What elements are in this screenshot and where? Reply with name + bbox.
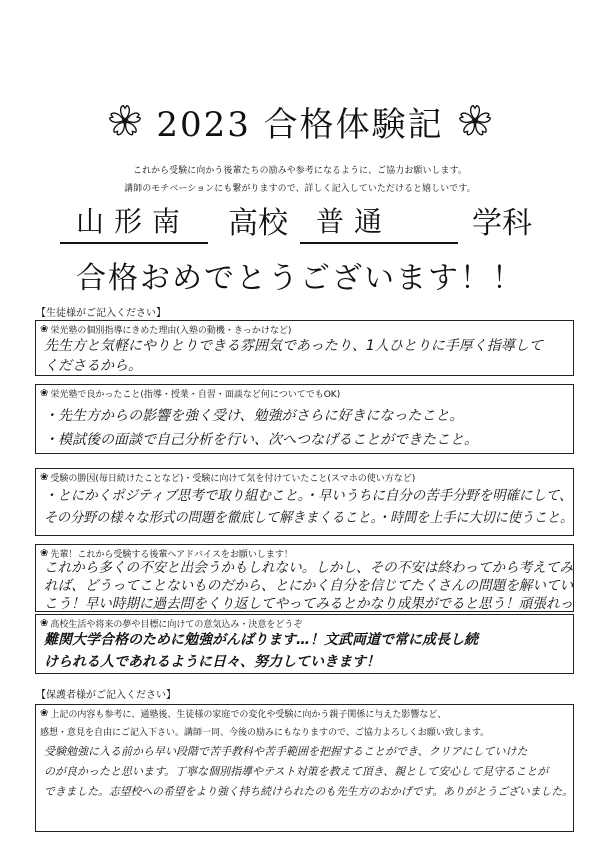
answer-line[interactable]: ・とにかくポジティブ思考で取り組むこと。・早いうちに自分の苦手分野を明確にして、 xyxy=(44,488,573,504)
answer-line[interactable]: これから多くの不安と出会うかもしれない。しかし、その不安は終わってから考えてみ xyxy=(44,560,573,576)
course-suffix: 学科 xyxy=(472,206,532,241)
school-name[interactable]: 山形南 xyxy=(76,205,191,238)
answer-line[interactable]: 先生方と気軽にやりとりできる雰囲気であったり、1人ひとりに手厚く指導して xyxy=(44,338,543,354)
question-label: ❀ 栄光塾の個別指導にきめた理由(入塾の動機・きっかけなど) xyxy=(40,324,292,336)
question-box-3 xyxy=(35,468,574,536)
parent-box xyxy=(35,704,574,832)
title-row xyxy=(0,96,600,146)
question-label: ❀ 高校生活や将来の夢や目標に向けての意気込み・決意をどうぞ xyxy=(40,618,303,630)
intro-text: 講師のモチベーションにも繋がりますので、詳しく記入していただけると嬉しいです。 xyxy=(124,184,476,194)
course-line xyxy=(300,242,458,244)
question-label: ❀ 先輩！これから受験する後輩へアドバイスをお願いします！ xyxy=(40,548,293,560)
sakura-icon: ❀ xyxy=(40,548,49,559)
school-name-line xyxy=(60,242,208,244)
answer-line[interactable]: くださるから。 xyxy=(44,358,142,374)
sakura-icon xyxy=(458,104,492,138)
school-suffix: 高校 xyxy=(228,206,288,241)
sakura-icon: ❀ xyxy=(40,388,49,399)
question-label: ❀ 受験の勝因(毎日続けたことなど)・受験に向けて気を付けていたこと(スマホの使い方など) xyxy=(40,472,416,484)
question-box-5 xyxy=(35,614,574,674)
answer-line[interactable]: ・先生方からの影響を強く受け、勉強がさらに好きになったこと。 xyxy=(44,408,464,424)
answer-line[interactable]: けられる人であれるように日々、努力していきます！ xyxy=(44,654,380,670)
question-label: ❀ 上記の内容も参考に、通塾後、生徒様の家庭での変化や受験に向かう親子関係に与えた影響など、 xyxy=(40,708,447,720)
answer-line[interactable]: その分野の様々な形式の問題を徹底して解きまくること。・時間を上手に大切に使うこと。 xyxy=(44,510,574,526)
course-name[interactable]: 普通 xyxy=(316,205,393,238)
answer-line[interactable]: のが良かったと思います。丁寧な個別指導やテスト対策を教えて頂き、親として安心して見守ることが xyxy=(44,765,549,778)
answer-line[interactable]: 難関大学合格のために勉強がんばります…！文武両道で常に成長し続 xyxy=(44,632,478,648)
answer-line[interactable]: こう！早い時期に過去問をくり返してやってみるとかなり成果がでると思う！頑張れっ xyxy=(44,596,574,612)
answer-line[interactable]: 受験勉強に入る前から早い段階で苦手教科や苦手範囲を把握することができ、クリアにしていけた xyxy=(44,745,528,758)
answer-line[interactable]: できました。志望校への希望をより強く持ち続けられたのも先生方のおかげです。ありがとうございました。 xyxy=(44,785,573,798)
school-row xyxy=(60,200,580,244)
question-label: 感想・意見を自由にご記入下さい。講師一同、今後の励みにもなりますので、ご協力よろしくお願い致します。 xyxy=(40,728,490,738)
question-label: ❀ 栄光塾で良かったこと(指導・授業・自習・面談など何についてでもOK) xyxy=(40,388,341,400)
question-box-2 xyxy=(35,384,574,454)
question-box-4 xyxy=(35,544,574,612)
sakura-icon: ❀ xyxy=(40,324,49,335)
answer-line[interactable]: ・模試後の面談で自己分析を行い、次へつなげることができたこと。 xyxy=(44,432,478,448)
sakura-icon: ❀ xyxy=(40,708,49,719)
congrats-heading: 合格おめでとうございます！！ xyxy=(76,261,524,296)
student-section-label: 【生徒様がご記入ください】 xyxy=(36,308,166,319)
sakura-icon: ❀ xyxy=(40,472,49,483)
question-box-1 xyxy=(35,320,574,376)
answer-line[interactable]: れば、どうってことないものだから、とにかく自分を信じてたくさんの問題を解いてい xyxy=(44,578,574,594)
page-title: 2023 合格体験記 xyxy=(156,104,444,145)
intro-text: これから受験に向かう後輩たちの励みや参考になるように、ご協力お願いします。 xyxy=(133,166,467,176)
sakura-icon: ❀ xyxy=(40,618,49,629)
parent-section-label: 【保護者様がご記入ください】 xyxy=(36,690,176,701)
sakura-icon xyxy=(108,104,142,138)
